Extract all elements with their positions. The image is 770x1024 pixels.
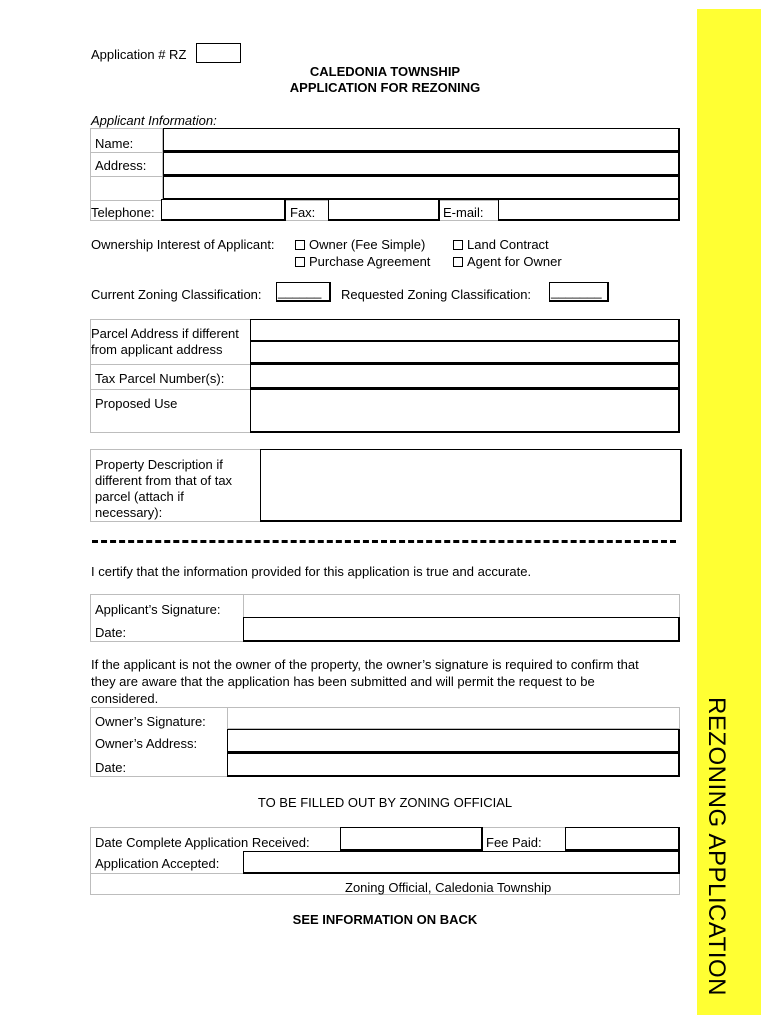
owner-signature-input[interactable] [227, 707, 680, 729]
ownership-label: Ownership Interest of Applicant: [91, 237, 275, 252]
requested-zoning-input[interactable]: _______ [549, 282, 609, 302]
current-zoning-label: Current Zoning Classification: [91, 287, 262, 302]
requested-zoning-label: Requested Zoning Classification: [341, 287, 532, 302]
owner-date-input[interactable] [227, 753, 680, 777]
proposed-use-label: Proposed Use [95, 396, 178, 411]
parcel-address-label-line1: Parcel Address if different [91, 326, 239, 341]
address-input-line1[interactable] [163, 152, 680, 176]
checkbox-icon[interactable] [295, 257, 305, 267]
sidebar-title: REZONING APPLICATION [703, 697, 730, 996]
application-accepted-input[interactable] [243, 851, 680, 874]
option-purchase-agreement[interactable]: Purchase Agreement [295, 254, 430, 269]
zoning-official-caption: Zoning Official, Caledonia Township [345, 880, 552, 895]
fax-input[interactable] [328, 199, 440, 221]
property-description-label-line3: parcel (attach if [95, 489, 184, 504]
property-description-input[interactable] [260, 449, 682, 522]
name-label: Name: [95, 136, 134, 151]
applicant-signature-input[interactable] [243, 594, 680, 618]
parcel-address-input-line1[interactable] [250, 319, 680, 342]
owner-address-label: Owner’s Address: [95, 736, 198, 751]
option-land-contract[interactable]: Land Contract [453, 237, 549, 252]
applicant-date-input[interactable] [243, 617, 680, 642]
tax-parcel-label: Tax Parcel Number(s): [95, 371, 225, 386]
application-number-label: Application # RZ [91, 47, 187, 62]
applicant-section-label: Applicant Information: [91, 113, 217, 128]
application-accepted-label: Application Accepted: [95, 856, 220, 871]
parcel-address-input-line2[interactable] [250, 341, 680, 364]
telephone-label: Telephone: [91, 205, 155, 220]
proposed-use-input[interactable] [250, 389, 680, 433]
township-title: CALEDONIA TOWNSHIP [309, 64, 461, 79]
date-received-label: Date Complete Application Received: [95, 835, 310, 850]
applicant-date-label: Date: [95, 625, 127, 640]
property-description-label-line4: necessary): [95, 505, 163, 520]
see-back-note: SEE INFORMATION ON BACK [292, 912, 478, 927]
option-agent-for-owner[interactable]: Agent for Owner [453, 254, 562, 269]
date-received-input[interactable] [340, 827, 483, 851]
parcel-address-label-line2: from applicant address [91, 342, 223, 357]
fee-paid-label: Fee Paid: [486, 835, 542, 850]
owner-notice-line3: considered. [91, 691, 159, 706]
current-zoning-input[interactable]: ______ [276, 282, 331, 302]
owner-notice-line1: If the applicant is not the owner of the property, the owner’s signature is required to confirm that [91, 657, 639, 672]
form-title: APPLICATION FOR REZONING [289, 80, 481, 95]
certification-statement: I certify that the information provided for this application is true and accurate. [91, 564, 532, 579]
fee-paid-input[interactable] [565, 827, 680, 851]
address-input-line2[interactable] [163, 176, 680, 200]
property-description-label-line1: Property Description if [95, 457, 223, 472]
checkbox-icon[interactable] [453, 257, 463, 267]
owner-signature-label: Owner’s Signature: [95, 714, 206, 729]
official-heading: TO BE FILLED OUT BY ZONING OFFICIAL [257, 795, 513, 810]
cut-line-divider [92, 540, 676, 543]
telephone-input[interactable] [161, 199, 286, 221]
owner-notice-line2: they are aware that the application has been submitted and will permit the request to be [91, 674, 595, 689]
email-label: E-mail: [443, 205, 484, 220]
address-label: Address: [95, 158, 147, 173]
owner-date-label: Date: [95, 760, 127, 775]
owner-address-input[interactable] [227, 729, 680, 753]
checkbox-icon[interactable] [453, 240, 463, 250]
tax-parcel-input[interactable] [250, 364, 680, 389]
name-input[interactable] [163, 128, 680, 152]
fax-label: Fax: [290, 205, 316, 220]
application-number-input[interactable] [196, 43, 241, 63]
option-owner-fee-simple[interactable]: Owner (Fee Simple) [295, 237, 425, 252]
applicant-signature-label: Applicant’s Signature: [95, 602, 221, 617]
property-description-label-line2: different from that of tax [95, 473, 233, 488]
checkbox-icon[interactable] [295, 240, 305, 250]
email-input[interactable] [498, 199, 680, 221]
